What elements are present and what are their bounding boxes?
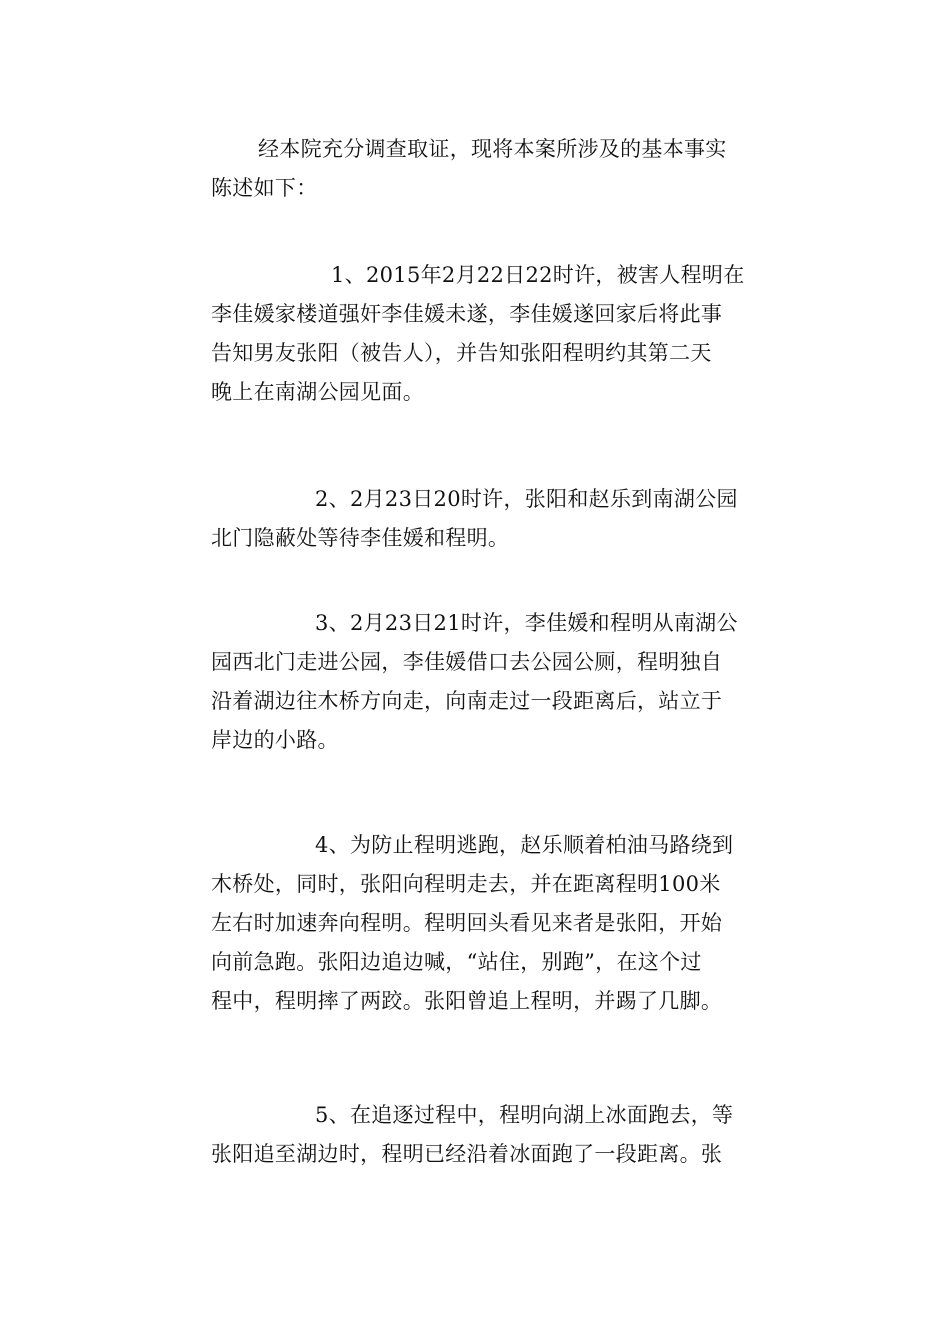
text-line: 木桥处，同时，张阳向程明走去，并在距离程明100米 — [211, 872, 721, 896]
text-line: 2、2月23日20时许，张阳和赵乐到南湖公园 — [315, 487, 738, 511]
text-line: 园西北门走进公园，李佳媛借口去公园公厕，程明独自 — [211, 650, 723, 674]
text-line: 左右时加速奔向程明。程明回头看见来者是张阳，开始 — [211, 911, 723, 935]
text-line: 1、2015年2月22日22时许，被害人程明在 — [331, 263, 745, 287]
paragraph-fact-3 — [211, 604, 811, 760]
paragraph-intro — [211, 130, 811, 208]
text-line: 李佳媛家楼道强奸李佳媛未遂，李佳媛遂回家后将此事 — [211, 302, 723, 326]
text-line: 陈述如下： — [211, 176, 318, 200]
text-line: 北门隐蔽处等待李佳媛和程明。 — [211, 526, 510, 550]
text-line: 告知男友张阳（被告人），并告知张阳程明约其第二天 — [211, 341, 712, 365]
text-line: 张阳追至湖边时，程明已经沿着冰面跑了一段距离。张 — [211, 1142, 723, 1166]
paragraph-fact-4 — [211, 826, 811, 1021]
text-line: 岸边的小路。 — [211, 728, 339, 752]
text-line: 晚上在南湖公园见面。 — [211, 380, 424, 404]
text-line: 程中，程明摔了两跤。张阳曾追上程明，并踢了几脚。 — [211, 989, 723, 1013]
paragraph-fact-2 — [211, 480, 811, 558]
text-line: 3、2月23日21时许，李佳媛和程明从南湖公 — [315, 611, 738, 635]
text-line: 经本院充分调查取证，现将本案所涉及的基本事实 — [258, 137, 727, 161]
paragraph-fact-5 — [211, 1096, 811, 1174]
text-line: 沿着湖边往木桥方向走，向南走过一段距离后，站立于 — [211, 689, 723, 713]
text-line: 4、为防止程明逃跑，赵乐顺着柏油马路绕到 — [315, 833, 734, 857]
text-line: 5、在追逐过程中，程明向湖上冰面跑去，等 — [315, 1103, 734, 1127]
text-line: 向前急跑。张阳边追边喊，“站住，别跑”，在这个过 — [211, 950, 702, 974]
paragraph-fact-1 — [211, 256, 811, 412]
